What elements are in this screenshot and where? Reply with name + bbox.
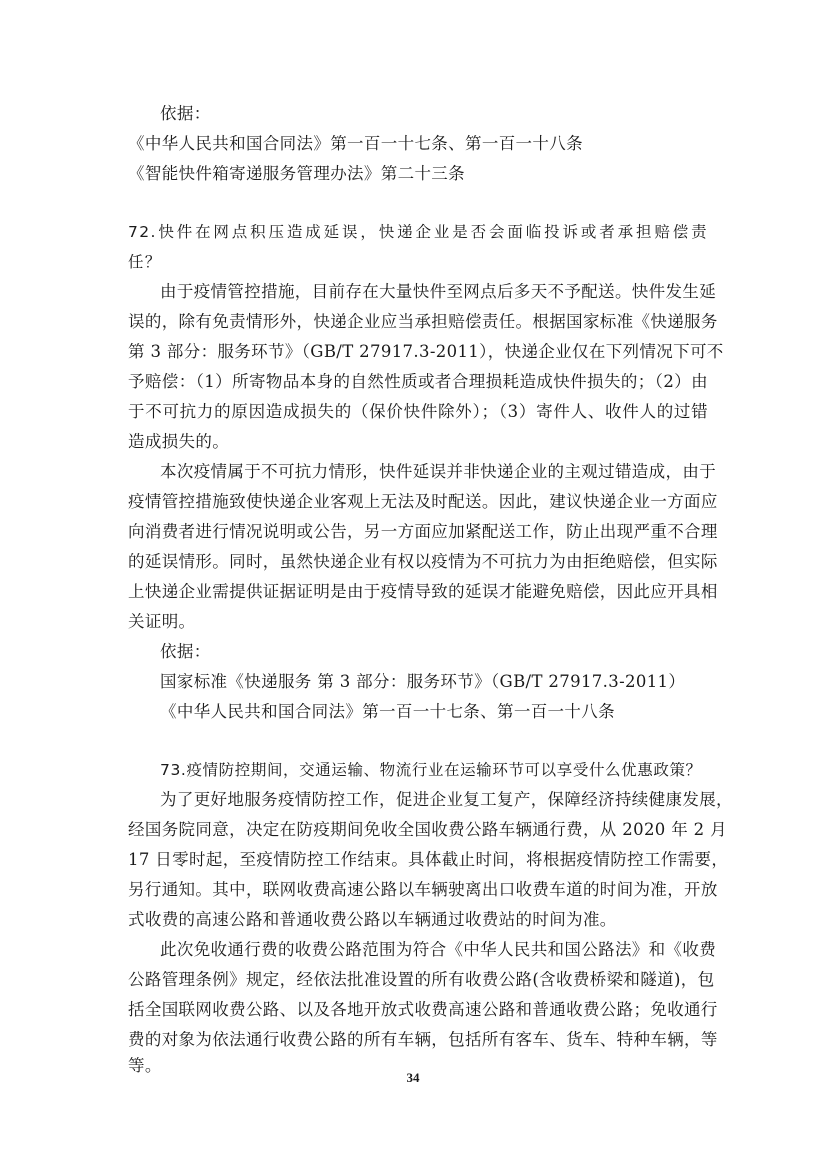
paragraph-line: 为了更好地服务疫情防控工作，促进企业复工复产，保障经济持续健康发展， xyxy=(160,790,733,809)
reference-line: 《中华人民共和国合同法》第一百一十七条、第一百一十八条 xyxy=(128,134,583,153)
reference-line: 《智能快件箱寄递服务管理办法》第二十三条 xyxy=(128,164,465,183)
paragraph-line: 向消费者进行情况说明或公告，另一方面应加紧配送工作，防止出现严重不合理 xyxy=(128,522,718,541)
paragraph-line: 上快递企业需提供证据证明是由于疫情导致的延误才能避免赔偿，因此应开具相 xyxy=(128,582,718,601)
paragraph-line: 的延误情形。同时，虽然快递企业有权以疫情为不可抗力为由拒绝赔偿，但实际 xyxy=(128,552,718,571)
paragraph-line: 费的对象为依法通行收费公路的所有车辆，包括所有客车、货车、特种车辆，等 xyxy=(128,1030,718,1049)
reference-line: 《中华人民共和国合同法》第一百一十七条、第一百一十八条 xyxy=(160,702,615,721)
paragraph-line: 予赔偿：（1）所寄物品本身的自然性质或者合理损耗造成快件损失的；（2）由 xyxy=(128,372,708,391)
paragraph-line: 于不可抗力的原因造成损失的（保价快件除外）；（3）寄件人、收件人的过错 xyxy=(128,402,708,421)
reference-line: 国家标准《快递服务 第 3 部分：服务环节》（GB/T 27917.3-2011） xyxy=(160,672,686,691)
paragraph-line: 括全国联网收费公路、以及各地开放式收费高速公路和普通收费公路；免收通行 xyxy=(128,1000,718,1019)
paragraph-line: 17 日零时起，至疫情防控工作结束。具体截止时间，将根据疫情防控工作需要， xyxy=(128,850,729,869)
paragraph-line: 误的，除有免责情形外，快递企业应当承担赔偿责任。根据国家标准《快递服务 xyxy=(128,312,718,331)
basis-label: 依据： xyxy=(160,104,211,123)
paragraph-line: 造成损失的。 xyxy=(128,432,230,451)
paragraph-line: 公路管理条例》规定，经依法批准设置的所有收费公路(含收费桥梁和隧道)，包 xyxy=(128,970,715,989)
paragraph-line: 另行通知。其中，联网收费高速公路以车辆驶离出口收费车道的时间为准，开放 xyxy=(128,880,718,899)
paragraph-line: 式收费的高速公路和普通收费公路以车辆通过收费站的时间为准。 xyxy=(128,910,617,929)
question-72-title-cont: 任？ xyxy=(128,253,162,271)
question-72-title: 72.快件在网点积压造成延误，快递企业是否会面临投诉或者承担赔偿责 xyxy=(128,223,708,241)
page-number: 34 xyxy=(406,1070,420,1085)
paragraph-line: 此次免收通行费的收费公路范围为符合《中华人民共和国公路法》和《收费 xyxy=(160,940,717,959)
paragraph-line: 第 3 部分：服务环节》（GB/T 27917.3-2011），快递企业仅在下列情况下可不 xyxy=(128,342,724,361)
paragraph-line: 经国务院同意，决定在防疫期间免收全国收费公路车辆通行费，从 2020 年 2 月 xyxy=(128,820,727,839)
paragraph-line: 本次疫情属于不可抗力情形，快件延误并非快递企业的主观过错造成，由于 xyxy=(160,462,717,481)
paragraph-line: 等。 xyxy=(128,1056,162,1075)
paragraph-line: 由于疫情管控措施，目前存在大量快件至网点后多天不予配送。快件发生延 xyxy=(160,282,717,301)
basis-label: 依据： xyxy=(160,642,211,661)
question-73-title: 73.疫情防控期间，交通运输、物流行业在运输环节可以享受什么优惠政策？ xyxy=(160,761,702,779)
paragraph-line: 关证明。 xyxy=(128,612,196,631)
paragraph-line: 疫情管控措施致使快递企业客观上无法及时配送。因此，建议快递企业一方面应 xyxy=(128,492,718,511)
